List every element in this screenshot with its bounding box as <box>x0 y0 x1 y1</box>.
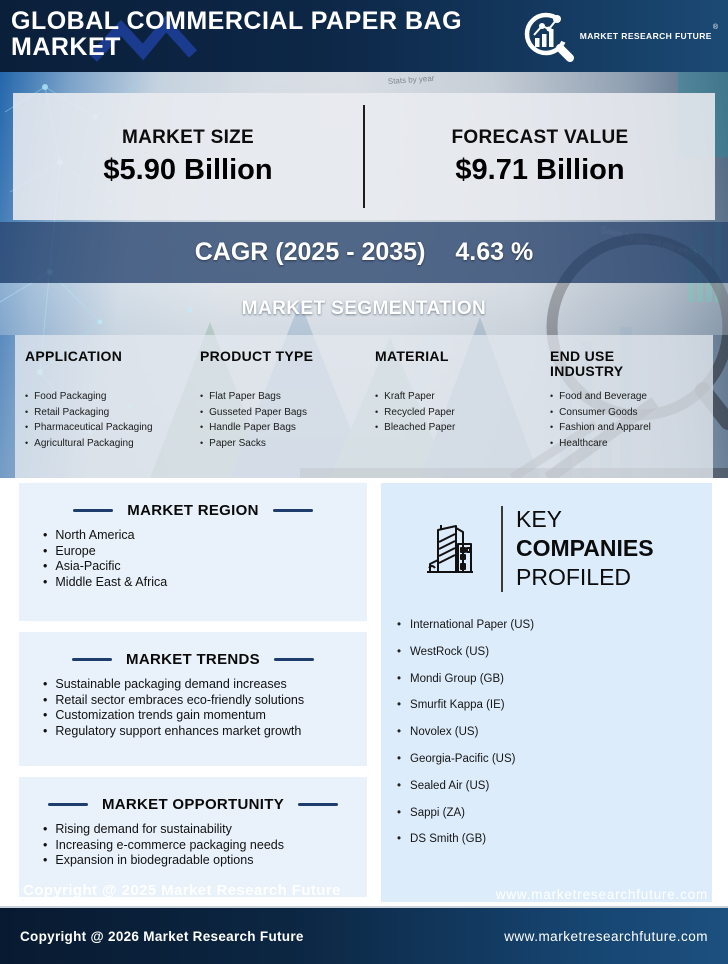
list-item: • Bleached Paper <box>375 420 550 436</box>
segment-title: MATERIAL <box>375 348 449 364</box>
list-item: • Retail sector embraces eco-friendly solutions <box>43 693 357 709</box>
list-item: • Sealed Air (US) <box>397 773 712 800</box>
market-region-title-row <box>19 483 367 519</box>
market-trends-title-row <box>19 632 367 668</box>
list-item: • Pharmaceutical Packaging <box>25 420 200 436</box>
list-item: • Regulatory support enhances market growth <box>43 724 357 740</box>
segmentation-title: MARKET SEGMENTATION <box>241 298 487 319</box>
list-item: • Sustainable packaging demand increases <box>43 677 357 693</box>
list-item: • Novolex (US) <box>397 719 712 746</box>
list-item: • DS Smith (GB) <box>397 826 712 853</box>
segmentation-panel <box>15 335 713 478</box>
list-item: • International Paper (US) <box>397 612 712 639</box>
key-companies-title-line2: COMPANIES <box>516 535 654 561</box>
list-item: • Food Packaging <box>25 389 200 405</box>
list-item: • Georgia-Pacific (US) <box>397 746 712 773</box>
segment-list <box>375 389 550 436</box>
registered-trademark-icon: ® <box>712 23 718 31</box>
company-list <box>381 612 712 853</box>
list-item: • Europe <box>43 544 357 560</box>
page-title-line1: GLOBAL COMMERCIAL PAPER BAG <box>11 7 463 35</box>
market-trends-box <box>19 632 367 766</box>
key-companies-title-line3: PROFILED <box>516 564 632 590</box>
list-item: • Agricultural Packaging <box>25 436 200 452</box>
list-item: • Kraft Paper <box>375 389 550 405</box>
segment-column-end-use-industry <box>550 349 698 478</box>
list-item: • Fashion and Apparel <box>550 420 698 436</box>
title-dash-right <box>273 509 313 512</box>
footer <box>0 906 728 964</box>
buildings-icon <box>425 522 475 576</box>
market-region-box <box>19 483 367 621</box>
list-item: • Customization trends gain momentum <box>43 708 357 724</box>
list-item: • Increasing e-commerce packaging needs <box>43 838 357 854</box>
forecast-value-value: $9.71 Billion <box>455 153 625 186</box>
segment-list <box>25 389 200 451</box>
market-size-value: $5.90 Billion <box>103 153 273 186</box>
mrfr-logo-icon <box>522 10 574 62</box>
brand-name: MARKET RESEARCH FUTURE <box>579 31 712 41</box>
segment-column-application <box>25 349 200 478</box>
market-region-list <box>19 528 367 590</box>
cagr-value: 4.63 % <box>455 238 534 266</box>
list-item: • Asia-Pacific <box>43 559 357 575</box>
list-item: • Healthcare <box>550 436 698 452</box>
list-item: • Sappi (ZA) <box>397 800 712 827</box>
key-companies-box <box>381 483 712 902</box>
segment-column-material <box>375 349 550 478</box>
content-section <box>0 478 728 906</box>
list-item: • Recycled Paper <box>375 405 550 421</box>
list-item: • Retail Packaging <box>25 405 200 421</box>
list-item: • WestRock (US) <box>397 639 712 666</box>
market-opportunity-title: MARKET OPPORTUNITY <box>101 796 285 813</box>
market-size-block <box>13 127 363 187</box>
key-companies-title <box>516 505 654 592</box>
list-item: • Gusseted Paper Bags <box>200 405 375 421</box>
brand-logo <box>522 10 718 62</box>
forecast-value-label: FORECAST VALUE <box>451 126 629 148</box>
key-companies-title-line1: KEY <box>516 506 563 532</box>
list-item: • Rising demand for sustainability <box>43 822 357 838</box>
list-item: • Handle Paper Bags <box>200 420 375 436</box>
header <box>0 0 728 72</box>
title-dash-left <box>72 658 112 661</box>
title-dash-right <box>274 658 314 661</box>
market-opportunity-title-row <box>19 777 367 813</box>
page-title <box>11 8 462 60</box>
list-item: • Mondi Group (GB) <box>397 666 712 693</box>
list-item: • North America <box>43 528 357 544</box>
watermark-url: www.marketresearchfuture.com <box>495 887 708 902</box>
segment-title: PRODUCT TYPE <box>200 348 314 364</box>
market-opportunity-list <box>19 822 367 869</box>
market-region-title: MARKET REGION <box>127 502 259 519</box>
header-divider <box>501 506 503 592</box>
title-dash-left <box>48 803 88 806</box>
list-item: • Flat Paper Bags <box>200 389 375 405</box>
segment-list <box>550 389 698 451</box>
market-size-label: MARKET SIZE <box>121 126 255 148</box>
list-item: • Middle East & Africa <box>43 575 357 591</box>
forecast-value-block <box>365 127 715 187</box>
market-opportunity-box <box>19 777 367 897</box>
title-dash-right <box>298 803 338 806</box>
watermark-copyright: Copyright @ 2025 Market Research Future <box>23 882 341 899</box>
hero-section <box>0 72 728 478</box>
list-item: • Expansion in biodegradable options <box>43 853 357 869</box>
cagr-band <box>0 222 728 283</box>
key-companies-header <box>381 483 712 592</box>
segment-title: APPLICATION <box>25 348 123 364</box>
page-title-line2: MARKET <box>11 33 121 61</box>
list-item: • Food and Beverage <box>550 389 698 405</box>
segment-title: END USE INDUSTRY <box>550 348 624 379</box>
segmentation-title-band <box>0 283 728 335</box>
list-item: • Smurfit Kappa (IE) <box>397 692 712 719</box>
list-item: • Paper Sacks <box>200 436 375 452</box>
photo-label-stats-by-year: Stats by year <box>387 73 435 86</box>
title-dash-left <box>73 509 113 512</box>
footer-website-link[interactable]: www.marketresearchfuture.com <box>504 928 708 944</box>
market-trends-title: MARKET TRENDS <box>126 651 260 668</box>
segment-column-product-type <box>200 349 375 478</box>
list-item: • Consumer Goods <box>550 405 698 421</box>
market-trends-list <box>19 677 367 739</box>
cagr-label: CAGR (2025 - 2035) <box>194 238 426 266</box>
segment-list <box>200 389 375 451</box>
market-stats-panel <box>13 93 715 220</box>
footer-copyright: Copyright @ 2026 Market Research Future <box>20 928 304 944</box>
